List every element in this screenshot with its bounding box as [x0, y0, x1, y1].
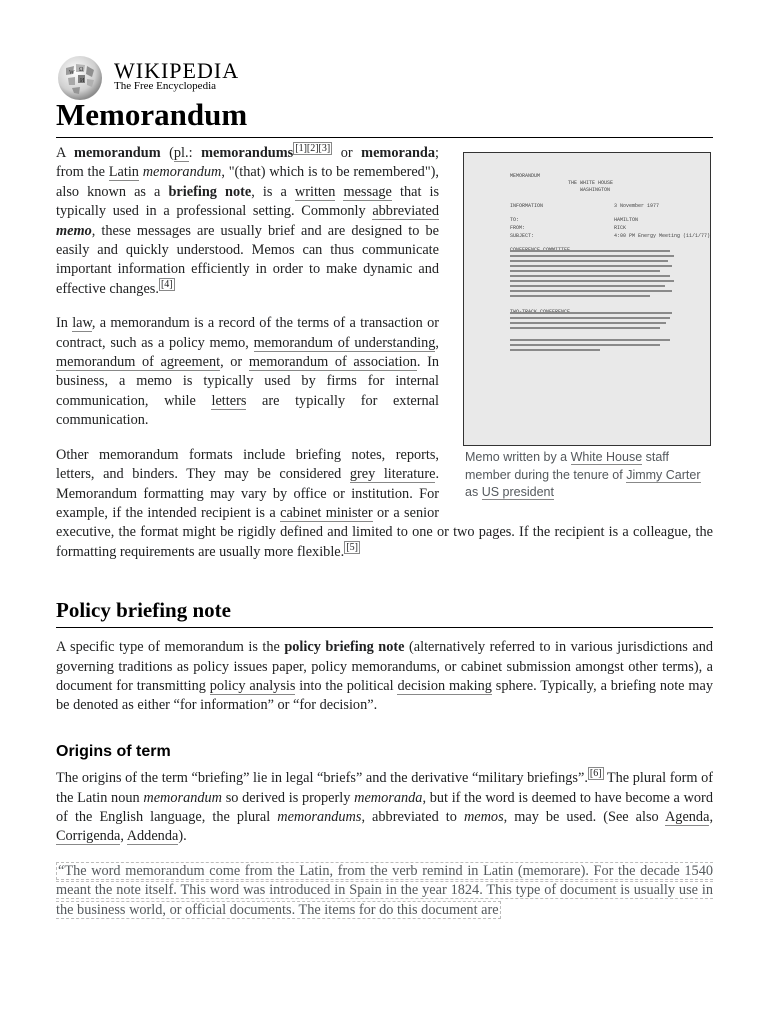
doc-text-line [510, 295, 650, 297]
link-law[interactable]: law [72, 315, 92, 332]
svg-text:И: И [80, 78, 85, 84]
link-memorandum-of-agreement[interactable]: memorandum of agreement [56, 354, 221, 371]
link-agenda[interactable]: Agenda [664, 808, 710, 825]
doc-text-line [510, 322, 666, 324]
link-grey-literature[interactable]: grey literature [349, 466, 436, 483]
link-latin[interactable]: Latin [108, 164, 139, 181]
lead-paragraph-1: A memorandum (pl.: memorandums [1][2][3] or memoranda; from the Latin memorandum, "(that) which is to be remembered"), also known as a briefing note, is a written message that is typically used in a professional setting. Commonly abbreviated memo, these messages are usually brief and are designed to be easily and quickly understood. Memos can thus communicate important information efficiently in order to make dynamic and effective changes. [4] [56, 143, 440, 297]
doc-info: INFORMATION [510, 203, 544, 209]
citation-4[interactable]: [4] [160, 279, 173, 291]
doc-to: TO: [510, 217, 520, 223]
doc-text-line [510, 290, 672, 292]
link-cabinet-minister[interactable]: cabinet minister [280, 504, 373, 521]
link-plural-abbr[interactable]: pl. [173, 145, 189, 161]
logo-tagline: The Free Encyclopedia [114, 80, 217, 92]
doc-text-line [510, 255, 674, 257]
doc-text-line [510, 285, 665, 287]
section-heading-origins: Origins of term [56, 742, 171, 760]
doc-date: 3 November 1977 [614, 203, 660, 209]
doc-text-line [510, 312, 672, 314]
lead-paragraph-3: Other memorandum formats include briefing notes, reports, letters, and binders. They may be considered grey literature. Memorandum formatting may vary by office or institution. For example, if the intended recipient is a cabinet minister or a senior executive, the format might be rigidly defined and limited to one or two pages. If the recipient is a colleague, the formatting requirements are usually more flexible. [5] [56, 446, 713, 560]
doc-text-line [510, 344, 660, 346]
section-heading-policy: Policy briefing note [56, 596, 713, 628]
link-letters[interactable]: letters [211, 392, 247, 409]
citation-1-2-3[interactable]: [1][2][3] [295, 143, 331, 155]
doc-text-line [510, 275, 670, 277]
doc-from-value: RICK [614, 225, 627, 231]
link-abbreviated[interactable]: abbreviated [372, 203, 439, 220]
quote-paragraph [56, 862, 713, 920]
memo-image[interactable] [463, 152, 711, 446]
lead-paragraph-2: In law, a memorandum is a record of the terms of a transaction or contract, such as a policy memo, memorandum of understanding, memorandum of agreement, or memorandum of association. In business, a memo is typically used by firms for internal communication, while letters are typically for external communication. [56, 315, 440, 429]
page-title: Memorandum [56, 97, 248, 132]
quoted-text: “The word memorandum come from the Latin, from the verb remind in Latin (memorare). For the decade 1540 meant the note itself. This word was introduced in Spain in the year 1824. This type of document is usually use in the business world, or official documents. The items for do this document are [56, 862, 713, 918]
doc-text-line [510, 349, 600, 351]
citation-6[interactable]: [6] [589, 768, 602, 780]
doc-text-line [510, 260, 668, 262]
figure-caption: Memo written by a White House staff member during the tenure of Jimmy Carter as US president [465, 450, 701, 499]
link-memorandum-of-understanding[interactable]: memorandum of understanding [253, 334, 436, 351]
policy-paragraph: A specific type of memorandum is the policy briefing note (alternatively referred to in various jurisdictions and governing traditions as policy issues paper, policy memorandums, or cabinet submission amongst other terms), a document for transmitting policy analysis into the political decision making sphere. Typically, a briefing note may be denoted as either “for information” or “for decision”. [56, 639, 714, 714]
link-policy-analysis[interactable]: policy analysis [209, 677, 296, 694]
doc-subject: SUBJECT: [510, 233, 535, 239]
link-jimmy-carter[interactable]: Jimmy Carter [626, 467, 701, 482]
link-memorandum-of-association[interactable]: memorandum of association [248, 354, 417, 371]
doc-text-line [510, 250, 670, 252]
doc-from: FROM: [510, 225, 526, 231]
link-addenda[interactable]: Addenda [126, 828, 179, 845]
origins-paragraph: The origins of the term “briefing” lie in legal “briefs” and the derivative “military briefings”. [6] The plural form of the Latin noun memorandum so derived is properly memoranda, but if the word is deemed to have become a word of the English language, the plural memorandums, abbreviated to memos, may be used. (See also Agenda, Corrigenda, Addenda). [56, 768, 714, 845]
link-decision-making[interactable]: decision making [397, 677, 492, 694]
memo-figure [463, 152, 713, 502]
doc-to-value: HAMILTON [614, 217, 639, 223]
link-message[interactable]: message [343, 183, 392, 200]
svg-text:Ω: Ω [79, 67, 84, 73]
logo-wordmark: WIKIPEDIA [114, 58, 240, 83]
link-us-president[interactable]: US president [481, 485, 554, 499]
svg-text:W: W [69, 70, 75, 76]
doc-text-line [510, 270, 660, 272]
doc-subject-value: 4:00 PM Energy Meeting (11/1/77) [614, 233, 711, 239]
doc-text-line [510, 280, 674, 282]
article-body [56, 144, 713, 935]
citation-5[interactable]: [5] [346, 541, 358, 553]
title-underline [56, 137, 713, 138]
doc-text-line [510, 265, 672, 267]
link-written[interactable]: written [294, 183, 336, 200]
doc-org: THE WHITE HOUSE [568, 180, 614, 186]
link-corrigenda[interactable]: Corrigenda [56, 828, 121, 845]
doc-text-line [510, 317, 670, 319]
doc-text-line [510, 327, 660, 329]
link-white-house[interactable]: White House [570, 450, 643, 464]
doc-city: WASHINGTON [580, 187, 611, 193]
doc-text-line [510, 339, 670, 341]
doc-head: MEMORANDUM [510, 173, 541, 179]
